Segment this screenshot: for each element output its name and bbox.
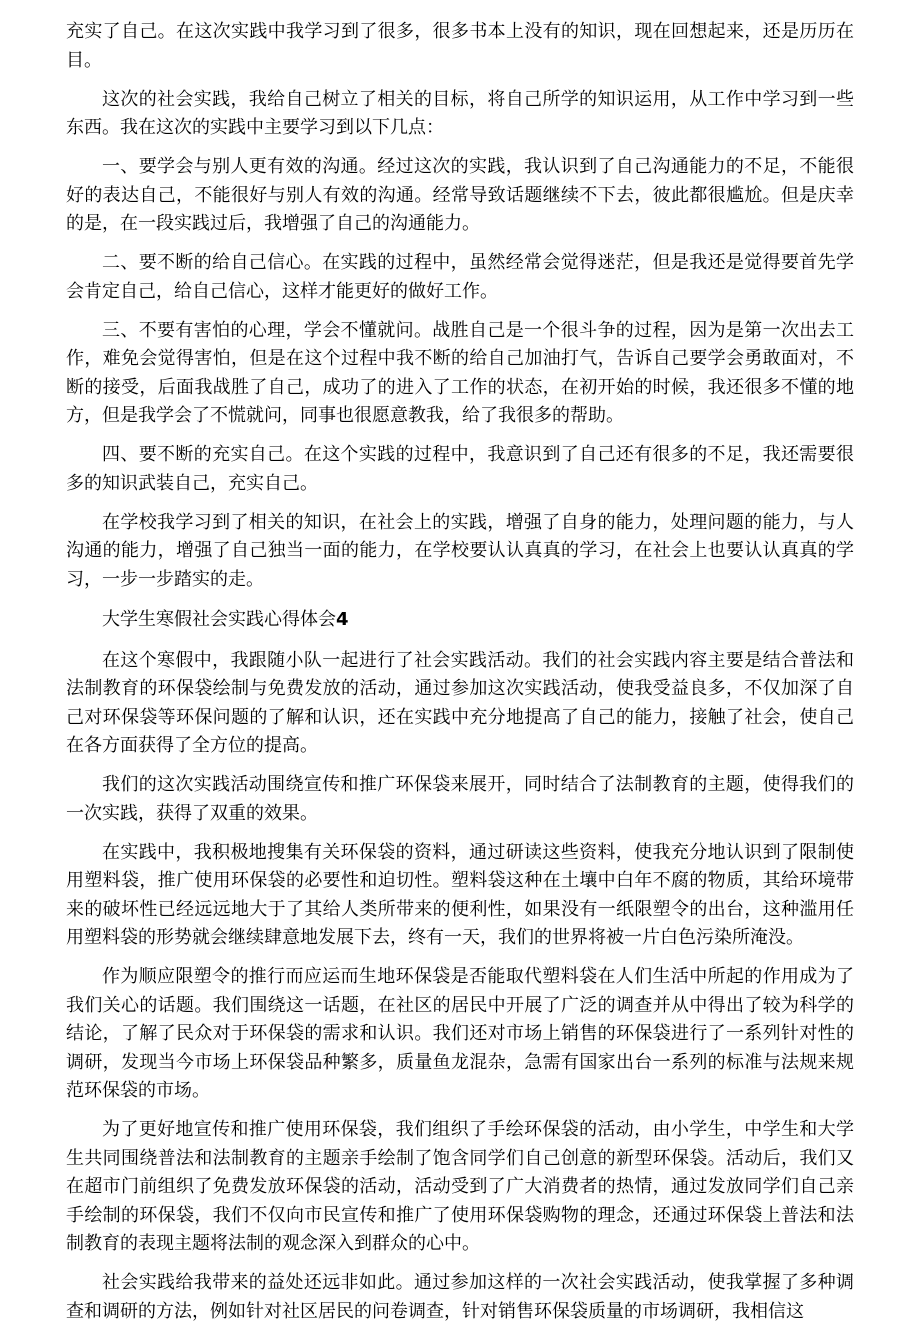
paragraph: 社会实践给我带来的益处还远非如此。通过参加这样的一次社会实践活动，使我掌握了多种调查和调研的方法，例如针对社区居民的问卷调查，针对销售环保袋质量的市场调研，我相信这 xyxy=(66,1272,854,1322)
paragraph: 为了更好地宣传和推广使用环保袋，我们组织了手绘环保袋的活动，由小学生，中学生和大学生共同围绕普法和法制教育的主题亲手绘制了饱含同学们自己创意的新型环保袋。活动后，我们又在超市门前组织了免费发放环保袋的活动，活动受到了广大消费者的热情，通过发放同学们自己亲手绘制的环保袋，我们不仅向市民宣传和推广了使用环保袋购物的理念，还通过环保袋上普法和法制教育的表现主题将法制的观念深入到群众的心中。 xyxy=(66,1119,854,1254)
paragraph: 四、要不断的充实自己。在这个实践的过程中，我意识到了自己还有很多的不足，我还需要很多的知识武装自己，充实自己。 xyxy=(66,444,854,494)
paragraph: 在这个寒假中，我跟随小队一起进行了社会实践活动。我们的社会实践内容主要是结合普法和法制教育的环保袋绘制与免费发放的活动，通过参加这次实践活动，使我受益良多，不仅加深了自己对环保袋等环保问题的了解和认识，还在实践中充分地提高了自己的能力，接触了社会，使自己在各方面获得了全方位的提高。 xyxy=(66,649,854,756)
paragraph: 在实践中，我积极地搜集有关环保袋的资料，通过研读这些资料，使我充分地认识到了限制使用塑料袋，推广使用环保袋的必要性和迫切性。塑料袋这种在土壤中白年不腐的物质，其给环境带来的破坏性已经远远地大于了其给人类所带来的便利性，如果没有一纸限塑令的出台，这种滥用任用塑料袋的形势就会继续肆意地发展下去，终有一天，我们的世界将被一片白色污染所淹没。 xyxy=(66,841,854,948)
paragraph: 作为顺应限塑令的推行而应运而生地环保袋是否能取代塑料袋在人们生活中所起的作用成为了我们关心的话题。我们围绕这一话题，在社区的居民中开展了广泛的调查并从中得出了较为科学的结论，了解了民众对于环保袋的需求和认识。我们还对市场上销售的环保袋进行了一系列针对性的调研，发现当今市场上环保袋品种繁多，质量鱼龙混杂，急需有国家出台一系列的标准与法规来规范环保袋的市场。 xyxy=(66,966,854,1101)
section-heading xyxy=(66,606,854,635)
document-page xyxy=(66,18,854,1337)
section-heading-number: 4 xyxy=(336,609,349,630)
paragraph: 在学校我学习到了相关的知识，在社会上的实践，增强了自身的能力，处理问题的能力，与人沟通的能力，增强了自己独当一面的能力，在学校要认认真真的学习，在社会上也要认认真真的学习，一步一步踏实的走。 xyxy=(66,511,854,590)
section-heading-text: 大学生寒假社会实践心得体会 xyxy=(102,609,336,630)
paragraph: 二、要不断的给自己信心。在实践的过程中，虽然经常会觉得迷茫，但是我还是觉得要首先学会肯定自己，给自己信心，这样才能更好的做好工作。 xyxy=(66,252,854,302)
paragraph: 我们的这次实践活动围绕宣传和推广环保袋来展开，同时结合了法制教育的主题，使得我们的一次实践，获得了双重的效果。 xyxy=(66,774,854,824)
paragraph: 一、要学会与别人更有效的沟通。经过这次的实践，我认识到了自己沟通能力的不足，不能很好的表达自己，不能很好与别人有效的沟通。经常导致话题继续不下去，彼此都很尴尬。但是庆幸的是，在一段实践过后，我增强了自己的沟通能力。 xyxy=(66,156,854,234)
paragraph: 三、不要有害怕的心理，学会不懂就问。战胜自己是一个很斗争的过程，因为是第一次出去工作，难免会觉得害怕，但是在这个过程中我不断的给自己加油打气，告诉自己要学会勇敢面对，不断的接受，后面我战胜了自己，成功了的进入了工作的状态，在初开始的时候，我还很多不懂的地方，但是我学会了不慌就问，同事也很愿意教我，给了我很多的帮助。 xyxy=(66,319,854,426)
paragraph: 充实了自己。在这次实践中我学习到了很多，很多书本上没有的知识，现在回想起来，还是历历在目。 xyxy=(66,21,854,71)
paragraph: 这次的社会实践，我给自己树立了相关的目标，将自己所学的知识运用，从工作中学习到一些东西。我在这次的实践中主要学习到以下几点： xyxy=(66,88,854,138)
